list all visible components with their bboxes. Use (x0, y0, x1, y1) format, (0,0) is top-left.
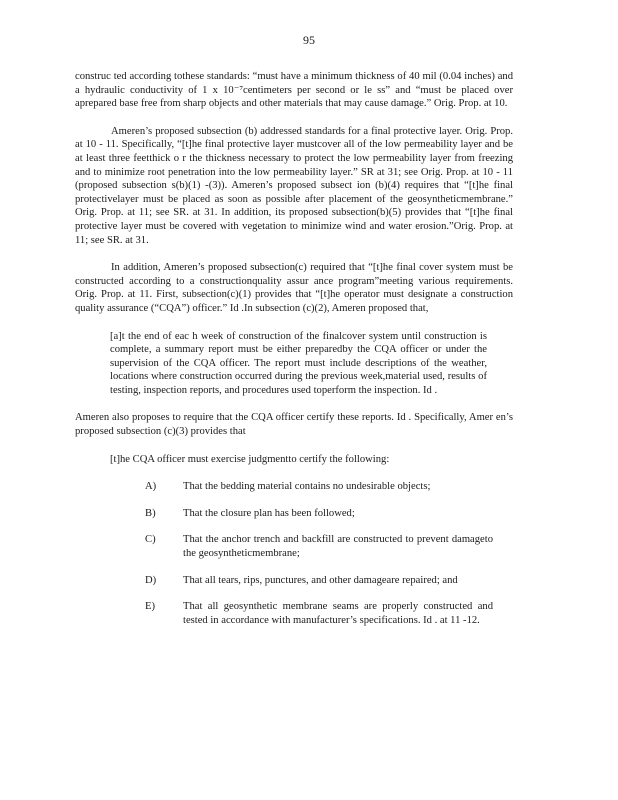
paragraph-final-protective-layer: Ameren’s proposed subsection (b) addressed standards for a final protective layer. Orig. Prop. at 10 - 11. Specifically, “[t]he final protective layer mustcover all of the low permeability layer and be at least three feetthick o r the thickness necessary to protect the low permeability layer from freezing and to minimize root penetration into the low permeability layer.” SR at 31; see Orig. Prop. at 10 - 11 (proposed subsection s(b)(1) -(3)). Ameren’s proposed subsect ion (b)(4) requires that “[t]he final protectivelayer must be placed as soon as possible after placement of the geosyntheticmembrane.” Orig. Prop. at 11; see SR. at 31. In addition, its proposed subsection(b)(5) provides that “[t]he final protective layer must be covered with vegetation to minimize wind and water erosion.”Orig. Prop. at 11; see SR. at 31. (75, 125, 513, 246)
list-item-label: B) (145, 507, 156, 519)
list-item-text: That all tears, rips, punctures, and other damageare repaired; and (183, 574, 458, 586)
block-quote-weekly-report: [a]t the end of eac h week of construction of the finalcover system until construction is complete, a summary report must be either preparedby the CQA officer or under the supervision of the CQA officer. The report must include descriptions of the weather, locations where construction occurred during the previous week,material used, results of testing, inspection reports, and procedures used toperform the inspection. Id . (110, 330, 487, 396)
list-item (75, 600, 493, 627)
list-item (75, 480, 493, 494)
list-item-text: That the anchor trench and backfill are constructed to prevent damageto the geosyntheticmembrane; (183, 534, 493, 560)
list-item-label: E) (145, 601, 155, 613)
list-item-text: That the closure plan has been followed; (183, 507, 355, 519)
paragraph-cqa-program: In addition, Ameren’s proposed subsection(c) required that “[t]he final cover system must be constructed according to a constructionquality assur ance program”meeting various requirements. Orig. Prop. at 11. First, subsection(c)(1) provides that “[t]he operator must designate a construction quality assurance (“CQA”) officer.” Id .In subsection (c)(2), Ameren proposed that, (75, 262, 513, 314)
list-item-text: That the bedding material contains no undesirable objects; (183, 481, 431, 493)
document-body (75, 70, 513, 627)
list-item-label: A) (145, 481, 157, 493)
paragraph-liner-standards: construc ted according tothese standards: “must have a minimum thickness of 40 mil (0.04 inches) and a hydraulic conductivity of 1 x 10⁻⁷centimeters per second or le ss” and “must be placed over aprepared base free from sharp objects and other materials that may cause damage.” Orig. Prop. at 10. (75, 71, 513, 110)
block-quote-certification: [t]he CQA officer must exercise judgmentto certify the following: (110, 453, 390, 465)
page-number: 95 (303, 33, 315, 47)
list-item-label: D) (145, 574, 157, 586)
list-item (75, 533, 493, 560)
paragraph-cqa-certify: Ameren also proposes to require that the CQA officer certify these reports. Id . Specifically, Amer en’s proposed subsection (c)(3) provides that (75, 412, 513, 438)
list-item (75, 507, 493, 521)
list-item-text: That all geosynthetic membrane seams are properly constructed and tested in accordance with manufacturer’s specifications. Id . at 11 -12. (183, 601, 493, 626)
list-item-label: C) (145, 534, 156, 546)
list-item (75, 574, 493, 588)
